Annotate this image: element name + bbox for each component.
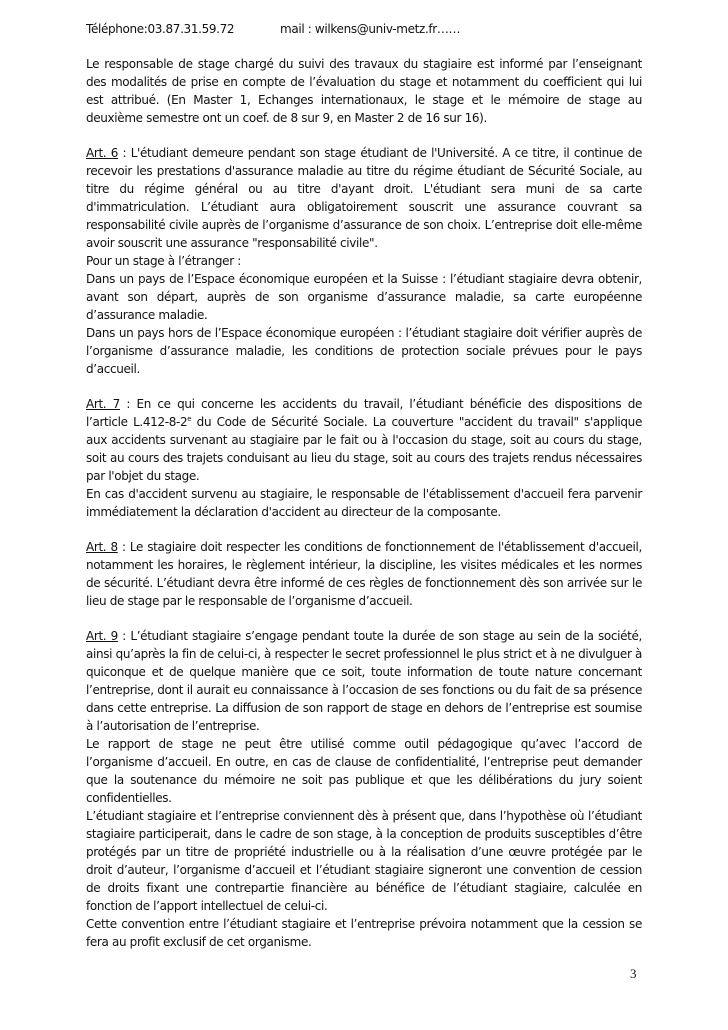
article-8-label: Art. 8 [86,540,118,554]
article-9-paragraph-2: Le rapport de stage ne peut être utilisé comme outil pédagogique qu’avec l’accord de l’organisme d’accueil. En outre, en cas de clause de confidentialité, l’entreprise peut demander que la soutenance du mémoire ne soit pas publique et que les délibérations du jury soient confidentielles. [86,737,642,805]
article-6-paragraph [86,144,642,252]
intro-paragraph: Le responsable de stage chargé du suivi des travaux du stagiaire est informé par l’enseignant des modalités de prise en compte de l’évaluation du stage et notamment du coefficient qui lui est attribué. (En Master 1, Echanges internationaux, le stage et le mémoire de stage au deuxième semestre ont un coef. de 8 sur 9, en Master 2 de 16 sur 16). [86,57,642,125]
article-6-paragraph-2: Pour un stage à l’étranger : [86,254,241,268]
contact-header [86,20,642,38]
article-7-text-after: du Code de Sécurité Sociale. La couverture "accident du travail" s'applique aux accidents survenant au stagiaire par le fait ou à l'occasion du stage, soit au cours du stage, soit au cours des trajets conduisant au lieu du stage, soit au cours des trajets rendus nécessaires par l'objet du stage. [86,415,642,483]
article-6 [86,144,642,378]
article-7-text-before: : En ce qui concerne les accidents du travail, l’étudiant bénéficie des dispositions de l’article L.412-8-2 [86,397,642,429]
article-8-paragraph [86,538,642,610]
article-7-label: Art. 7 [86,397,120,411]
article-7 [86,395,642,521]
article-7-paragraph [86,395,642,485]
article-9-text: : L’étudiant stagiaire s’engage pendant toute la durée de son stage au sein de la société, ainsi qu’après la fin de celui-ci, à respecter le secret professionnel le plus strict et à ne divulguer à quiconque et de quelque manière que ce soit, toute information de toute nature concernant l’entreprise, dont il aurait eu connaissance à l’occasion de ses fonctions ou du fait de sa présence dans cette entreprise. La diffusion de son rapport de stage en dehors de l’entreprise est soumise à l’autorisation de l’entreprise. [86,629,642,733]
article-8-text: : Le stagiaire doit respecter les conditions de fonctionnement de l'établissement d'accueil, notamment les horaires, le règlement intérieur, la discipline, les visites médicales et les normes de sécurité. L’étudiant devra être informé de ces règles de fonctionnement dès son arrivée sur le lieu de stage par le responsable de l’organisme d’accueil. [86,540,642,608]
article-8 [86,538,642,610]
document-page [86,20,642,951]
page-number: 3 [630,966,637,981]
article-6-paragraph-4: Dans un pays hors de l’Espace économique européen : l’étudiant stagiaire doit vérifier auprès de l’organisme d’assurance maladie, les conditions de protection sociale prévues pour le pays d’accueil. [86,326,642,376]
article-7-paragraph-2: En cas d'accident survenu au stagiaire, le responsable de l'établissement d'accueil fera parvenir immédiatement la déclaration d'accident au directeur de la composante. [86,487,642,519]
article-9 [86,627,642,951]
article-9-paragraph-4: Cette convention entre l’étudiant stagiaire et l’entreprise prévoira notamment que la cession se fera au profit exclusif de cet organisme. [86,917,642,949]
article-9-paragraph [86,627,642,735]
mail-text: mail : wilkens@univ-metz.fr…… [280,22,461,36]
article-6-text: : L'étudiant demeure pendant son stage étudiant de l'Université. A ce titre, il continue de recevoir les prestations d'assurance maladie au titre du régime étudiant de Sécurité Sociale, au titre du régime général ou au titre d'ayant droit. L'étudiant sera muni de sa carte d'immatriculation. L’étudiant aura obligatoirement souscrit une assurance couvrant sa responsabilité civile auprès de l’organisme d’assurance de son choix. L’entreprise doit elle-même avoir souscrit une assurance "responsabilité civile". [86,146,642,250]
phone-text: Téléphone:03.87.31.59.72 [86,22,235,36]
article-9-label: Art. 9 [86,629,118,643]
article-6-paragraph-3: Dans un pays de l’Espace économique européen et la Suisse : l’étudiant stagiaire devra obtenir, avant son départ, auprès de son organisme d’assurance maladie, sa carte européenne d’assurance maladie. [86,272,642,322]
article-6-label: Art. 6 [86,146,119,160]
article-7-superscript: e [187,415,192,423]
article-9-paragraph-3: L’étudiant stagiaire et l’entreprise conviennent dès à présent que, dans l’hypothèse où l’étudiant stagiaire participerait, dans le cadre de son stage, à la conception de produits susceptibles d’être protégés par un titre de propriété industrielle ou à la réalisation d’une œuvre protégée par le droit d’auteur, l’organisme d’accueil et l’étudiant stagiaire signeront une convention de cession de droits fixant une contrepartie financière au bénéfice de l’étudiant stagiaire, calculée en fonction de l’apport intellectuel de celui-ci. [86,809,642,913]
